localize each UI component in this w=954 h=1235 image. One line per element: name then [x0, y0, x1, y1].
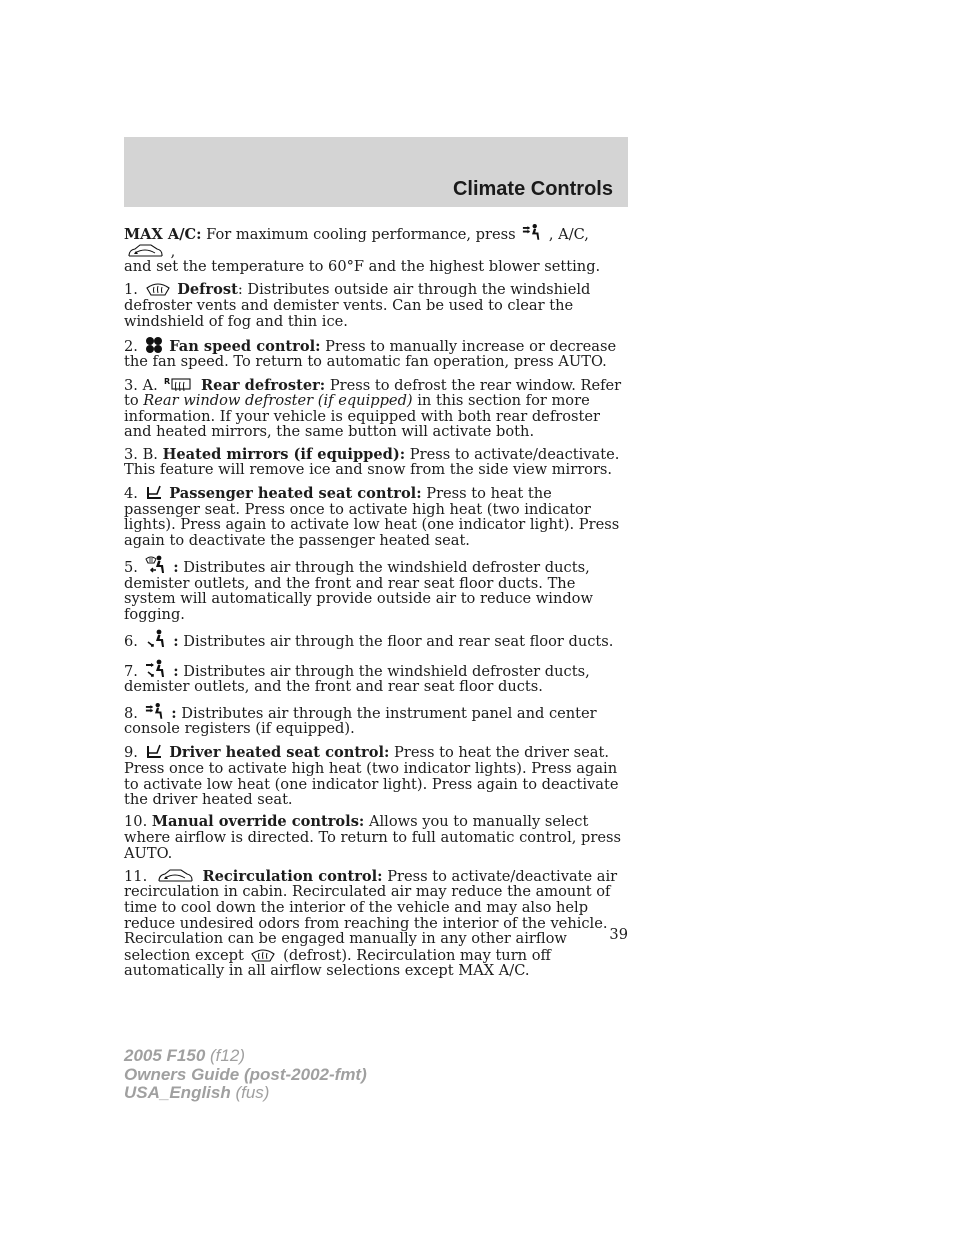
- page-number: 39: [609, 926, 628, 943]
- rear-defroster-reference: Rear window defroster (if equipped): [143, 392, 413, 410]
- fan-paragraph: 2. Fan speed control: Press to manually increase or decrease the fan speed. To return to automatic fan operation, press AUTO.: [124, 337, 617, 371]
- recirculation-label: Recirculation control:: [202, 867, 383, 885]
- section-header: [124, 137, 628, 207]
- heated-mirrors-label: Heated mirrors (if equipped):: [162, 445, 406, 463]
- recirculation-icon: [154, 868, 196, 884]
- mode5-paragraph: 5. : Distributes air through the windshield defroster ducts, demister outlets, and the front and rear seat floor ducts. The system will automatically provide outside air to reduce window fogging.: [124, 555, 628, 622]
- driver-seat-paragraph: 9. Driver heated seat control: Press to heat the driver seat. Press once to activate high heat (two indicator lights). Press again to activate low heat (one indicator light). Press again to deactivate the driver heated seat.: [124, 744, 619, 809]
- defrost-icon: [250, 947, 276, 963]
- max-ac-text-setting: and set the temperature to 60°F and the highest blower setting.: [124, 258, 601, 276]
- fan-icon: [145, 336, 163, 354]
- max-ac-paragraph: [124, 223, 628, 275]
- panel-vent-icon: [145, 702, 165, 721]
- passenger-seat-label: Passenger heated seat control:: [169, 485, 422, 503]
- defrost-label: Defrost: [177, 281, 238, 299]
- manual-override-label: Manual override controls:: [151, 813, 365, 831]
- rear-defroster-paragraph: 3. A. R Rear defroster: Press to defrost the rear window. Refer to Rear window defroster (if equipped) in this section for more information. If your vehicle is equipped with both rear defroster and heated mirrors, the same button will activate both.: [124, 376, 622, 441]
- panel-vent-icon: [522, 223, 542, 242]
- passenger-seat-paragraph: 4. Passenger heated seat control: Press to heat the passenger seat. Press once to activate high heat (two indicator lights). Press again to activate low heat (one indicator light). Press again to deactivate the passenger heated seat.: [124, 485, 620, 550]
- rear-defroster-label: Rear defroster:: [201, 376, 326, 394]
- defrost-paragraph: 1. Defrost: Distributes outside air through the windshield defroster vents and demister vents. Can be used to clear the windshield of fog and thin ice.: [124, 281, 591, 330]
- rear-defrost-icon: [164, 377, 194, 393]
- mode8-paragraph: 8. : Distributes air through the instrument panel and center console registers (if equipped).: [124, 702, 628, 737]
- defrost-icon: [145, 281, 171, 297]
- recirculation-paragraph: 11. Recirculation control: Press to activate/deactivate air recirculation in cabin. Recirculated air may reduce the amount of time to cool down the interior of the vehicle and may also help reduce undesired odors from reaching the interior of the vehicle. Recirculation can be engaged manually in any other airflow selection except (defrost). Recirculation may turn off automatically in all airflow selections except MAX A/C.: [124, 867, 618, 980]
- footer-line-3: USA_English (fus): [124, 1083, 270, 1102]
- panel-floor-icon: [145, 659, 167, 679]
- max-ac-text-ac: , A/C,: [544, 226, 589, 243]
- document-body: [124, 223, 628, 985]
- heated-seat-icon: [145, 743, 163, 760]
- heated-seat-icon: [145, 484, 163, 501]
- max-ac-label: MAX A/C:: [124, 226, 202, 243]
- max-ac-text-end: ,: [166, 242, 176, 260]
- floor-defrost-icon: [145, 555, 167, 575]
- fan-label: Fan speed control:: [169, 337, 321, 355]
- svg-text:R: R: [164, 376, 171, 386]
- footer-line-2: Owners Guide (post-2002-fmt): [124, 1064, 367, 1084]
- mode7-paragraph: 7. : Distributes air through the windshield defroster ducts, demister outlets, and the front and rear seat floor ducts.: [124, 659, 628, 695]
- heated-mirrors-paragraph: 3. B. Heated mirrors (if equipped): Press to activate/deactivate. This feature will remove ice and snow from the side view mirrors.: [124, 445, 620, 479]
- mode6-paragraph: 6. : Distributes air through the floor and rear seat floor ducts.: [124, 629, 628, 650]
- document-footer: [124, 1047, 367, 1103]
- section-title: Climate Controls: [452, 178, 613, 200]
- floor-icon: [145, 629, 167, 649]
- manual-override-paragraph: 10. Manual override controls: Allows you to manually select where airflow is directed. To return to full automatic control, press AUTO.: [124, 813, 621, 862]
- driver-seat-label: Driver heated seat control:: [169, 744, 390, 762]
- footer-line-1: 2005 F150 (f12): [124, 1046, 245, 1065]
- max-ac-text: For maximum cooling performance, press: [201, 226, 521, 243]
- recirculation-icon: [126, 243, 164, 259]
